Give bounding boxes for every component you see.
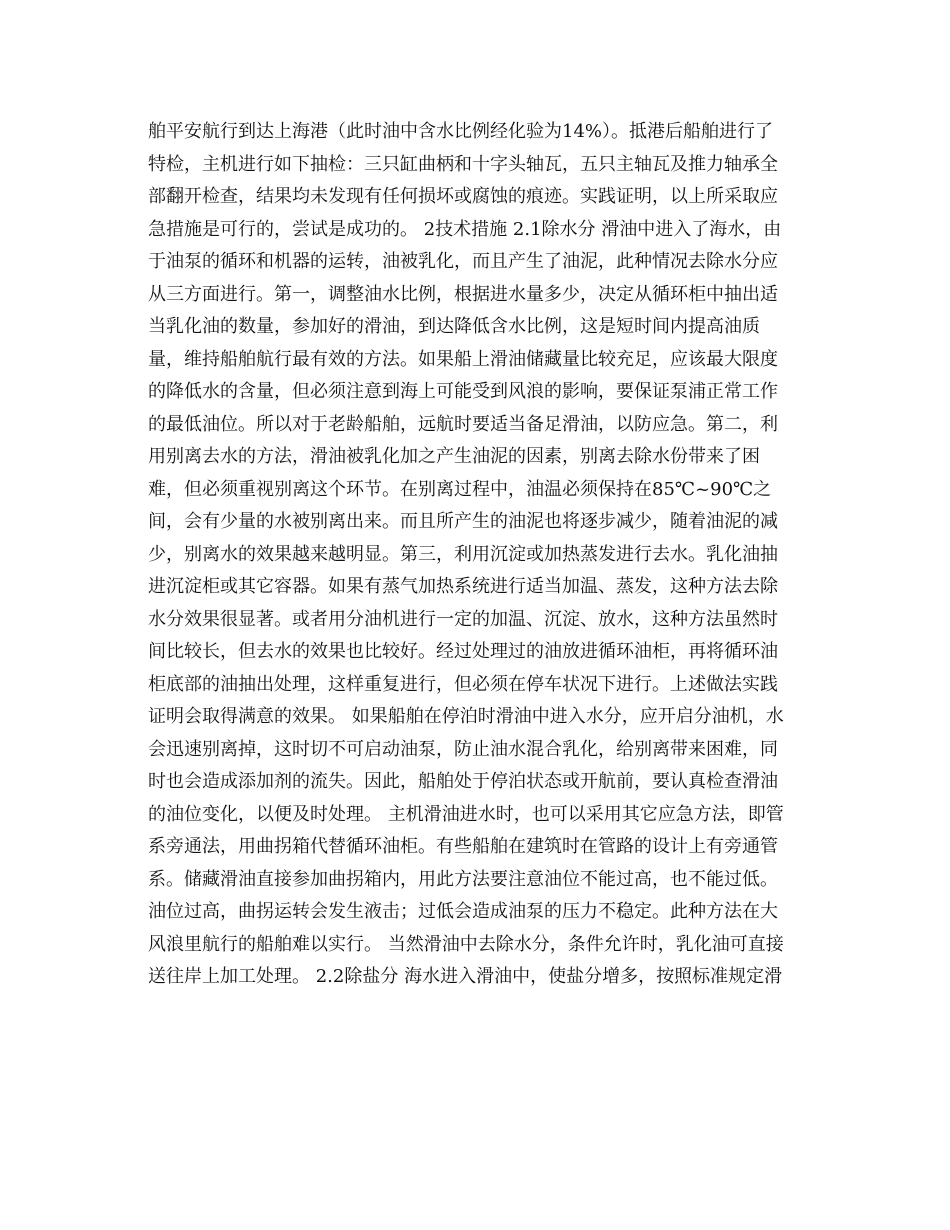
text-line: 油位过高，曲拐运转会发生液击；过低会造成油泵的压力不稳定。此种方法在大: [148, 901, 778, 922]
text-line: 量，维持船舶航行最有效的方法。如果船上滑油储藏量比较充足，应该最大限度: [148, 348, 778, 370]
text-line: 证明会取得满意的效果。 如果船舶在停泊时滑油中进入水分，应开启分油机，水: [148, 706, 784, 727]
text-line: 送往岸上加工处理。 2.2除盐分 海水进入滑油中，使盐分增多，按照标准规定滑: [148, 966, 783, 987]
text-line: 当乳化油的数量，参加好的滑油，到达降低含水比例，这是短时间内提高油质: [148, 316, 760, 337]
text-line: 难，但必须重视别离这个环节。在别离过程中，油温必须保持在85℃~90℃之: [148, 478, 772, 500]
text-line: 系旁通法，用曲拐箱代替循环油柜。有些船舶在建筑时在管路的设计上有旁通管: [148, 836, 778, 857]
text-line: 舶平安航行到达上海港（此时油中含水比例经化验为14%）。抵港后船舶进行了: [148, 121, 774, 142]
text-line: 少，别离水的效果越来越明显。第三，利用沉淀或加热蒸发进行去水。乳化油抽: [148, 543, 778, 565]
text-line: 于油泵的循环和机器的运转，油被乳化，而且产生了油泥，此种情况去除水分应: [148, 251, 778, 272]
text-line: 特检，主机进行如下抽检：三只缸曲柄和十字头轴瓦，五只主轴瓦及推力轴承全: [148, 153, 778, 175]
text-line: 会迅速别离掉，这时切不可启动油泵，防止油水混合乳化，给别离带来困难，同: [148, 738, 778, 760]
text-line: 急措施是可行的，尝试是成功的。 2技术措施 2.1除水分 滑油中进入了海水，由: [148, 218, 782, 240]
text-line: 进沉淀柜或其它容器。如果有蒸气加热系统进行适当加温、蒸发，这种方法去除: [148, 576, 778, 597]
text-line: 时也会造成添加剂的流失。因此，船舶处于停泊状态或开航前，要认真检查滑油: [148, 771, 778, 792]
text-line: 柜底部的油抽出处理，这样重复进行，但必须在停车状况下进行。上述做法实践: [148, 673, 778, 695]
text-line: 从三方面进行。第一，调整油水比例，根据进水量多少，决定从循环柜中抽出适: [148, 283, 778, 305]
text-line: 部翻开检查，结果均未发现有任何损坏或腐蚀的痕迹。实践证明，以上所采取应: [148, 186, 778, 207]
text-line: 的油位变化，以便及时处理。 主机滑油进水时，也可以采用其它应急方法，即管: [148, 803, 784, 825]
text-line: 的降低水的含量，但必须注意到海上可能受到风浪的影响，要保证泵浦正常工作: [148, 381, 778, 402]
text-line: 间，会有少量的水被别离出来。而且所产生的油泥也将逐步减少，随着油泥的减: [148, 511, 778, 532]
text-line: 间比较长，但去水的效果也比较好。经过处理过的油放进循环油柜，再将循环油: [148, 641, 778, 662]
body-text: [148, 116, 808, 994]
text-line: 系。储藏滑油直接参加曲拐箱内，用此方法要注意油位不能过高，也不能过低。: [148, 868, 778, 890]
text-line: 的最低油位。所以对于老龄船舶，远航时要适当备足滑油，以防应急。第二，利: [148, 413, 778, 435]
text-line: 风浪里航行的船舶难以实行。 当然滑油中去除水分，条件允许时，乳化油可直接: [148, 933, 784, 955]
text-line: 用别离去水的方法，滑油被乳化加之产生油泥的因素，别离去除水份带来了困: [148, 446, 760, 467]
text-line: 水分效果很显著。或者用分油机进行一定的加温、沉淀、放水，这种方法虽然时: [148, 608, 778, 630]
